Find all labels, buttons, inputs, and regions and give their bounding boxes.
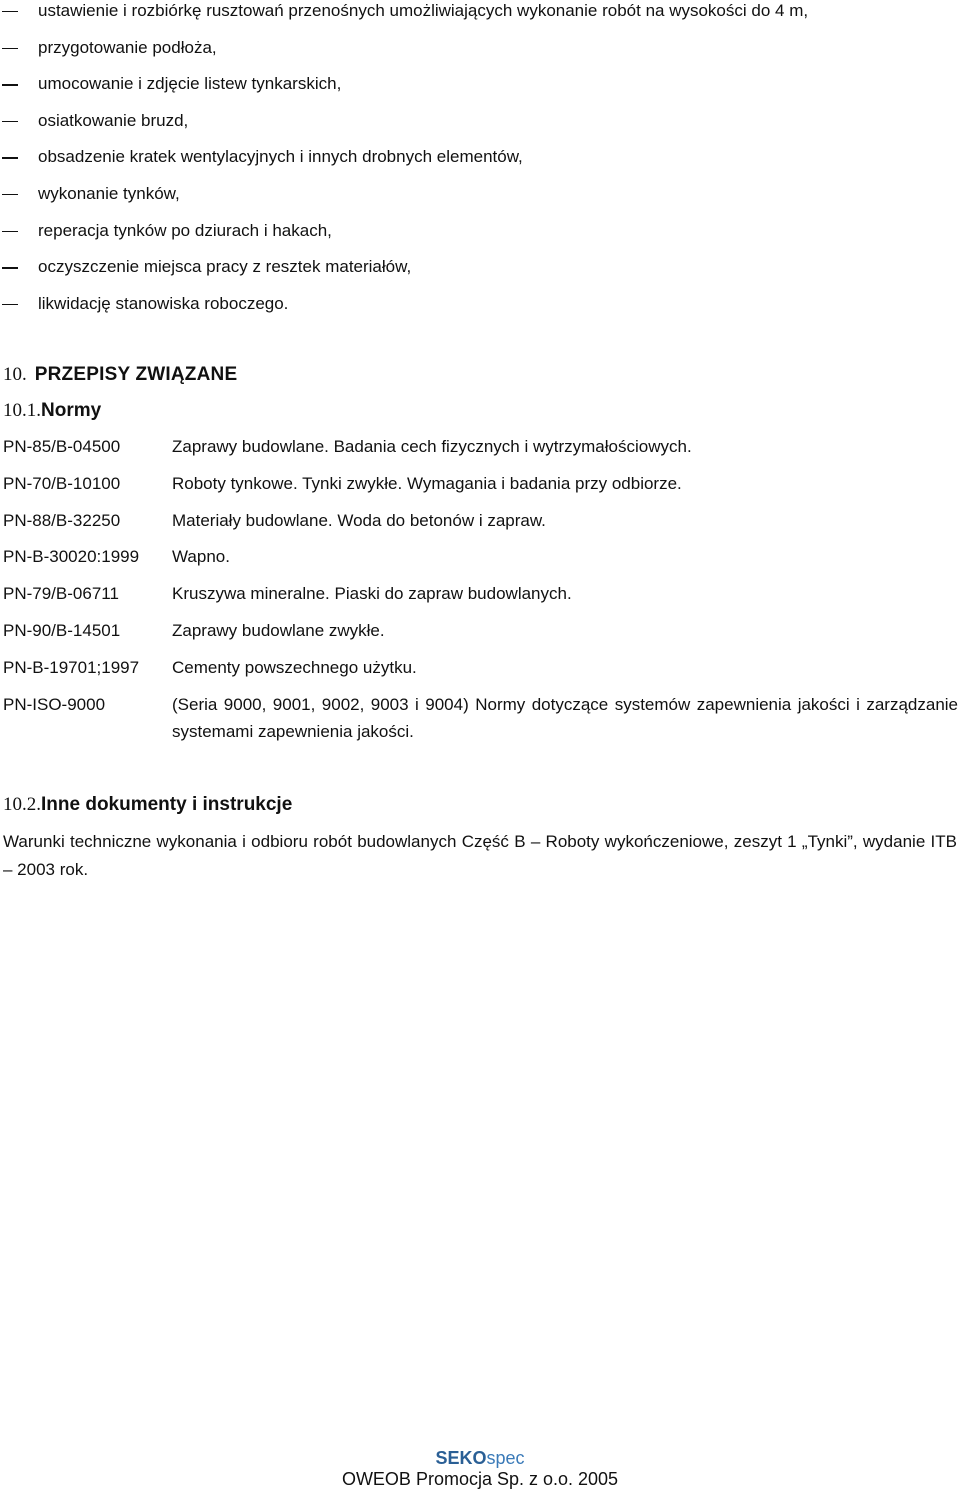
list-item-text: wykonanie tynków, — [38, 184, 180, 203]
subsection-number: 10.1. — [3, 400, 41, 421]
list-item-text: reperacja tynków po dziurach i hakach, — [38, 220, 332, 240]
norm-description: Kruszywa mineralne. Piaski do zapraw budowlanych. — [172, 584, 572, 604]
subsection-heading-documents — [3, 793, 292, 817]
norm-row — [0, 657, 960, 694]
norm-row — [0, 583, 960, 620]
subsection-number: 10.2. — [3, 794, 41, 815]
subsection-title: Inne dokumenty i instrukcje — [41, 794, 293, 815]
norm-code: PN-ISO-9000 — [3, 694, 106, 714]
norm-code: PN-90/B-14501 — [3, 620, 121, 640]
norm-code: PN-88/B-32250 — [3, 510, 121, 530]
norm-description: Wapno. — [172, 547, 230, 567]
section-title: PRZEPISY ZWIĄZANE — [34, 364, 238, 385]
dash-bullet — [2, 231, 18, 232]
norm-row — [0, 694, 960, 764]
list-item — [0, 73, 960, 110]
list-item — [0, 0, 960, 37]
list-item-text: obsadzenie kratek wentylacyjnych i innych drobnych elementów, — [38, 147, 523, 167]
list-item — [0, 256, 960, 293]
dash-bullet — [2, 121, 18, 122]
dash-bullet — [2, 267, 18, 268]
list-item-text: osiatkowanie bruzd, — [38, 110, 189, 130]
section-number: 10. — [3, 364, 27, 385]
brand-bold: SEKO — [435, 1448, 487, 1468]
norm-description: Cementy powszechnego użytku. — [172, 657, 417, 677]
list-item-text: przygotowanie podłoża, — [38, 37, 217, 57]
list-item — [0, 183, 960, 220]
norm-code: PN-B-19701;1997 — [3, 657, 140, 677]
subsection-heading-norms — [3, 399, 101, 423]
norms-list — [0, 436, 960, 764]
reference-paragraph: Warunki techniczne wykonania i odbioru robót budowlanych Część B – Roboty wykończeniowe, zeszyt 1 „Tynki”, wydanie ITB – 2003 rok. — [3, 832, 957, 879]
dash-bullet — [2, 304, 18, 305]
norm-description: (Seria 9000, 9001, 9002, 9003 i 9004) Normy dotyczące systemów zapewnienia jakości i zarządzanie systemami zapewnienia jakości. — [172, 694, 958, 741]
dash-bullet — [2, 48, 18, 49]
norm-row — [0, 436, 960, 473]
norm-code: PN-B-30020:1999 — [3, 547, 140, 567]
norm-code: PN-70/B-10100 — [3, 473, 121, 493]
list-item — [0, 146, 960, 183]
list-item-text: ustawienie i rozbiórkę rusztowań przenośnych umożliwiających wykonanie robót na wysokości do 4 m, — [38, 1, 809, 20]
norm-code: PN-85/B-04500 — [3, 437, 121, 456]
list-item — [0, 37, 960, 74]
norm-description: Zaprawy budowlane. Badania cech fizycznych i wytrzymałościowych. — [172, 437, 692, 456]
norm-row — [0, 620, 960, 657]
subsection-title: Normy — [41, 400, 102, 421]
list-item-text: likwidację stanowiska roboczego. — [38, 293, 289, 313]
list-item — [0, 220, 960, 257]
section-heading — [3, 363, 237, 387]
norm-row — [0, 546, 960, 583]
list-item — [0, 110, 960, 147]
dash-bullet — [2, 84, 18, 85]
norm-row — [0, 510, 960, 547]
norm-description: Zaprawy budowlane zwykłe. — [172, 620, 385, 640]
footer-company: OWEOB Promocja Sp. z o.o. 2005 — [341, 1469, 619, 1489]
list-item-text: umocowanie i zdjęcie listew tynkarskich, — [38, 74, 342, 94]
brand-light: spec — [486, 1448, 525, 1468]
list-item — [0, 293, 960, 330]
dash-bullet — [2, 11, 18, 12]
norm-description: Roboty tynkowe. Tynki zwykłe. Wymagania i badania przy odbiorze. — [172, 473, 682, 493]
list-item-text: oczyszczenie miejsca pracy z resztek materiałów, — [38, 257, 412, 277]
norm-description: Materiały budowlane. Woda do betonów i zapraw. — [172, 510, 546, 530]
norm-code: PN-79/B-06711 — [3, 584, 119, 604]
dash-bullet — [2, 157, 18, 158]
footer-logo — [0, 1447, 960, 1469]
dash-bullet — [2, 194, 18, 195]
norm-row — [0, 473, 960, 510]
